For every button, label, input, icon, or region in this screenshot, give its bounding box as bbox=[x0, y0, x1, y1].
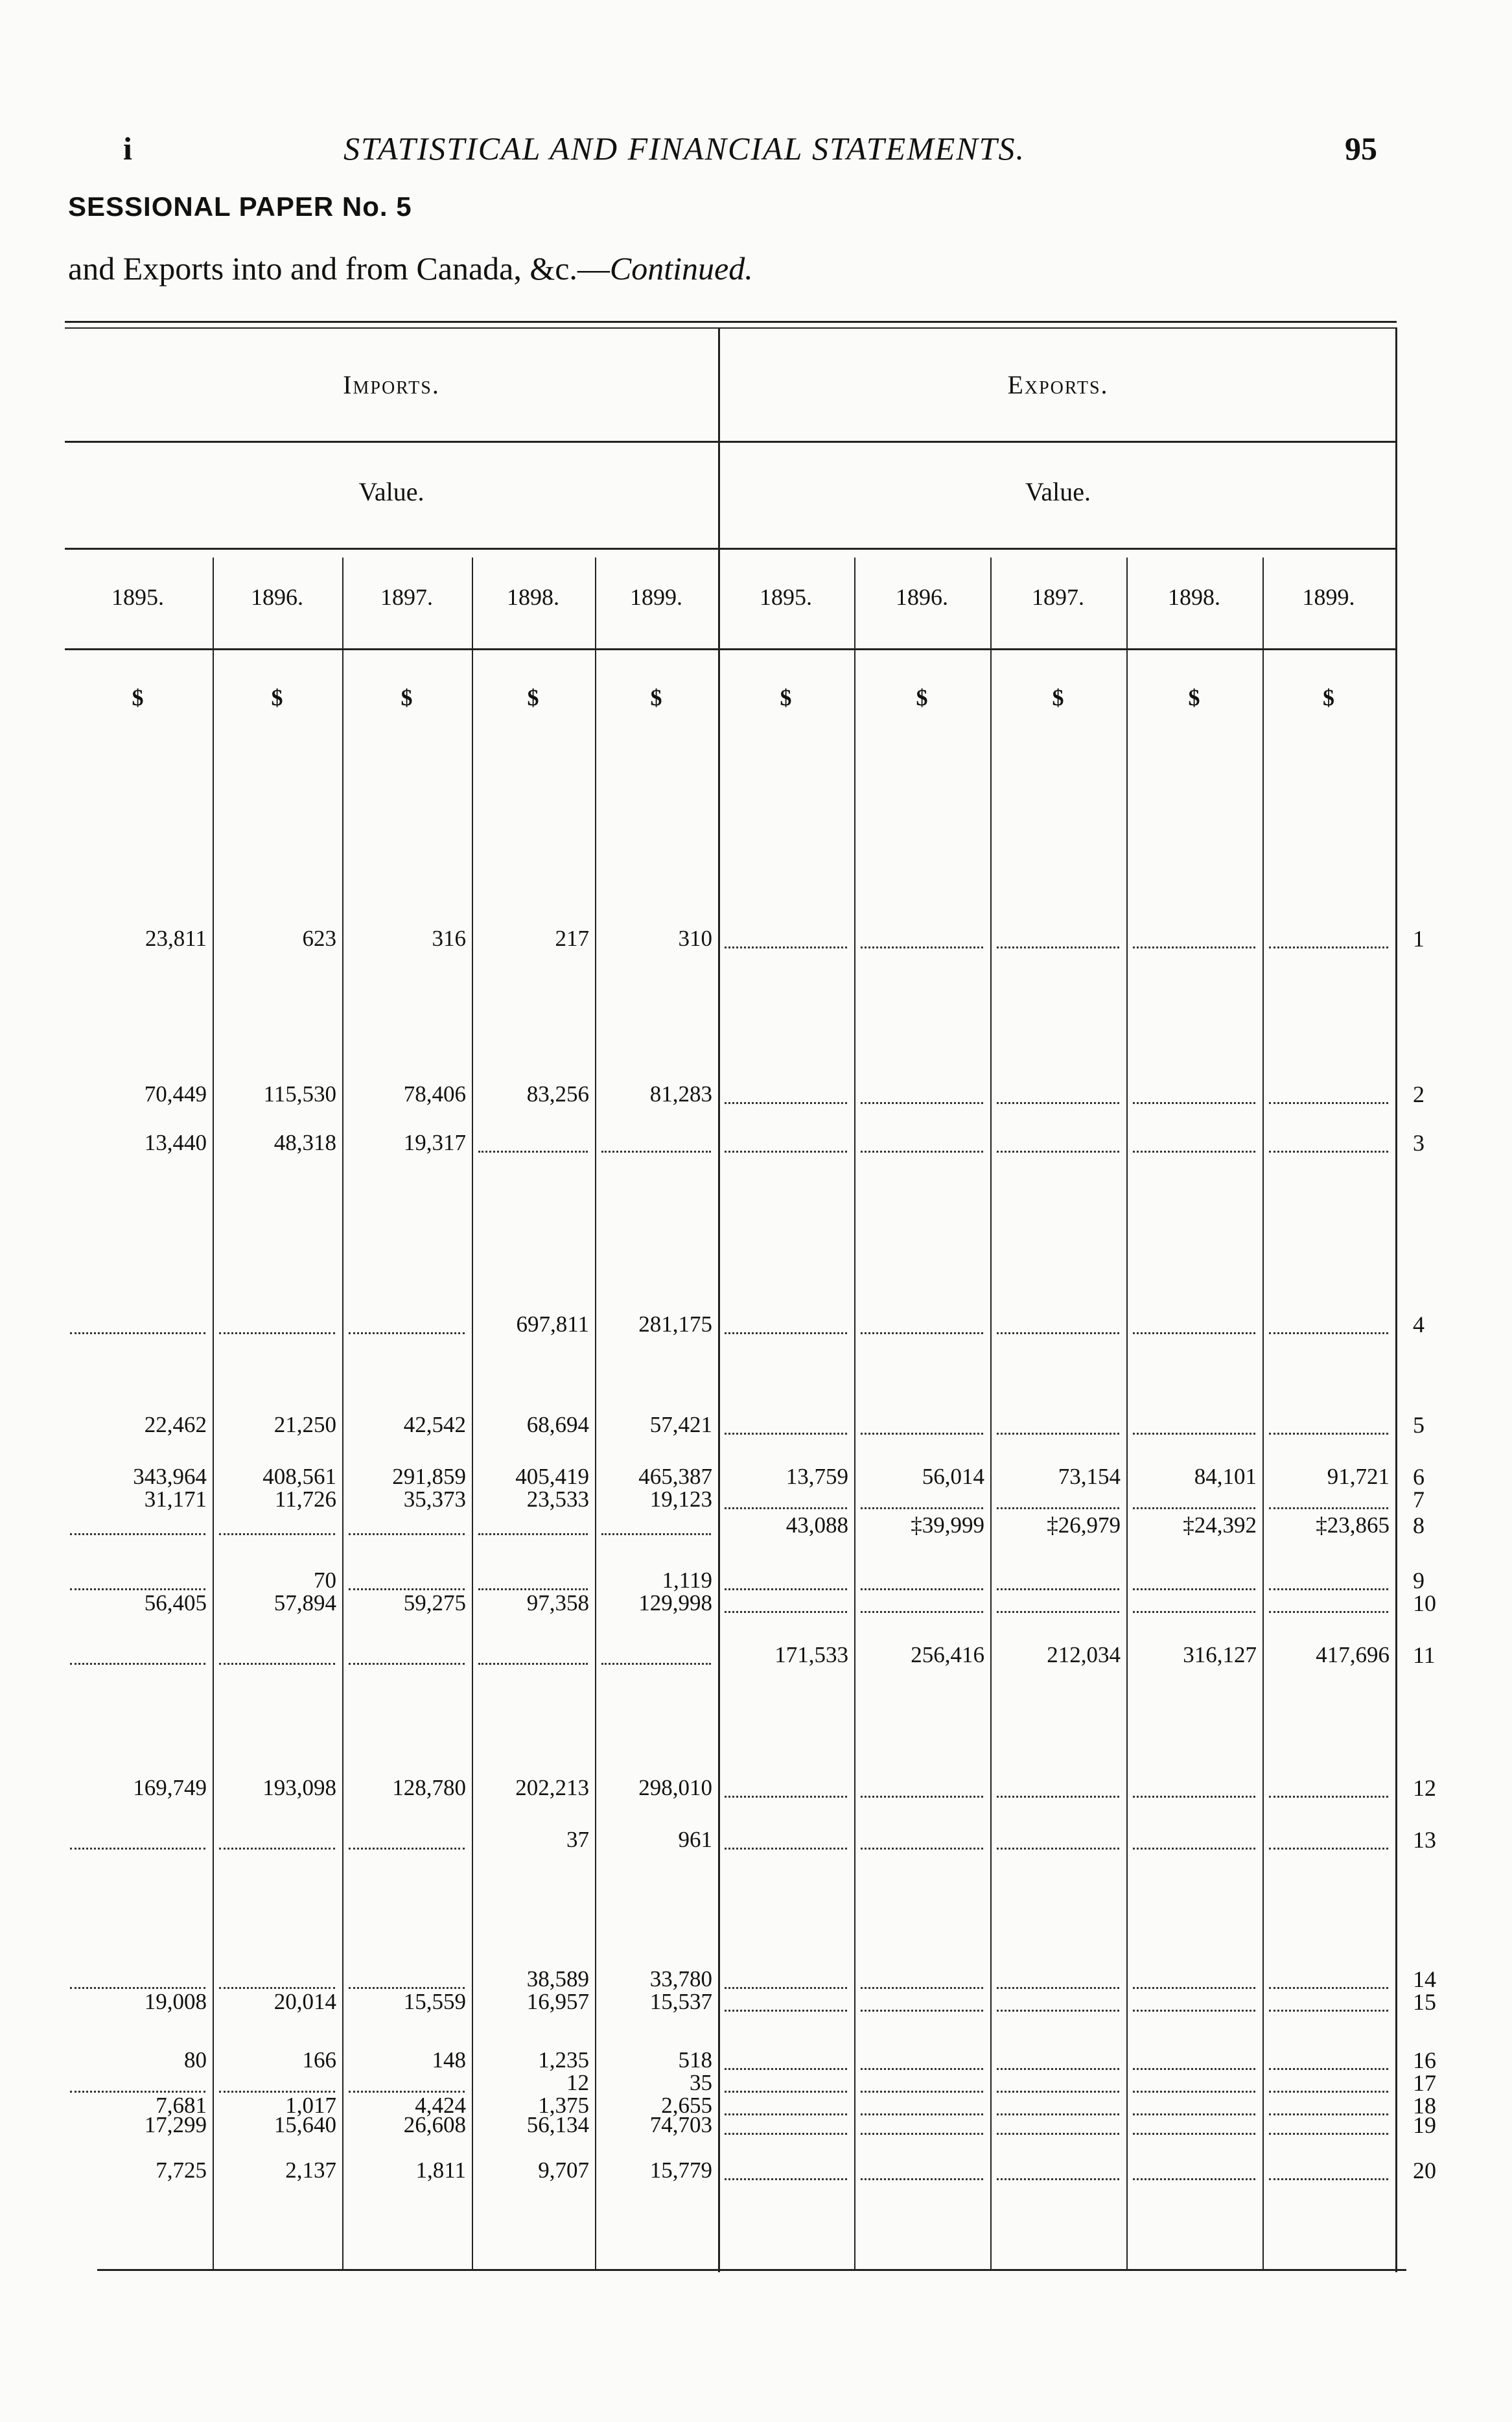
table-cell: 13,440 bbox=[144, 1130, 207, 1155]
table-cell: 74,703 bbox=[649, 2112, 712, 2137]
table-cell: 22,462 bbox=[144, 1412, 207, 1437]
year-header: 1897. bbox=[1032, 584, 1084, 610]
table-cell: 417,696 bbox=[1316, 1642, 1390, 1667]
table-cell: 73,154 bbox=[1058, 1464, 1121, 1489]
row-number: 3 bbox=[1413, 1130, 1425, 1156]
table-cell: 2,655 bbox=[661, 2093, 712, 2118]
leader-dots bbox=[861, 2091, 983, 2093]
year-header: 1899. bbox=[1302, 584, 1355, 610]
leader-dots bbox=[861, 1102, 983, 1104]
table-cell: 35 bbox=[690, 2070, 712, 2095]
leader-dots bbox=[997, 1796, 1119, 1798]
leader-dots bbox=[997, 2010, 1119, 2012]
leader-dots bbox=[861, 1332, 983, 1334]
col-divider bbox=[1262, 558, 1264, 2269]
table-cell: 23,533 bbox=[526, 1487, 589, 1512]
leader-dots bbox=[1269, 2133, 1388, 2135]
leader-dots bbox=[997, 2178, 1119, 2180]
leader-dots bbox=[1269, 1588, 1388, 1590]
table-cell: 148 bbox=[432, 2047, 466, 2073]
leader-dots bbox=[1133, 946, 1255, 948]
currency-symbol: $ bbox=[401, 685, 413, 711]
table-cell: 697,811 bbox=[516, 1311, 589, 1337]
table-cell: 16,957 bbox=[526, 1989, 589, 2014]
currency-symbol: $ bbox=[1052, 685, 1064, 711]
table-cell: 70 bbox=[314, 1568, 336, 1593]
table-cell: 316 bbox=[432, 926, 466, 951]
row-number: 6 bbox=[1413, 1464, 1425, 1490]
leader-dots bbox=[1269, 946, 1388, 948]
table-cell: 166 bbox=[302, 2047, 336, 2073]
row-number: 18 bbox=[1413, 2093, 1436, 2119]
leader-dots bbox=[725, 2091, 847, 2093]
table-cell: 68,694 bbox=[526, 1412, 589, 1437]
table-cell: 7,681 bbox=[156, 2093, 207, 2118]
leader-dots bbox=[1133, 1987, 1255, 1989]
rule-under-years bbox=[65, 648, 1397, 650]
row-number: 11 bbox=[1413, 1642, 1436, 1668]
leader-dots bbox=[997, 2091, 1119, 2093]
imports-header: Imports. bbox=[343, 370, 440, 399]
currency-symbol: $ bbox=[780, 685, 792, 711]
col-divider bbox=[1126, 558, 1128, 2269]
imports-exports-divider bbox=[718, 327, 720, 2272]
leader-dots bbox=[997, 2068, 1119, 2070]
table-cell: ‡39,999 bbox=[911, 1512, 984, 1538]
leader-dots bbox=[219, 1533, 335, 1535]
col-divider bbox=[990, 558, 992, 2269]
table-cell: 343,964 bbox=[133, 1464, 207, 1489]
leader-dots bbox=[861, 1507, 983, 1509]
table-cell: 518 bbox=[678, 2047, 712, 2073]
currency-symbol: $ bbox=[271, 685, 283, 711]
leader-dots bbox=[725, 946, 847, 948]
row-number: 2 bbox=[1413, 1081, 1425, 1107]
rule-under-value bbox=[65, 548, 1397, 550]
leader-dots bbox=[725, 2133, 847, 2135]
year-header: 1897. bbox=[380, 584, 433, 610]
row-number: 13 bbox=[1413, 1827, 1436, 1853]
currency-symbol: $ bbox=[916, 685, 928, 711]
table-cell: 193,098 bbox=[262, 1775, 336, 1800]
table-cell: 91,721 bbox=[1327, 1464, 1390, 1489]
table-cell: 291,859 bbox=[392, 1464, 466, 1489]
leader-dots bbox=[1133, 1611, 1255, 1613]
table-cell: 19,317 bbox=[403, 1130, 466, 1155]
leader-dots bbox=[861, 2068, 983, 2070]
leader-dots bbox=[1133, 2178, 1255, 2180]
leader-dots bbox=[1269, 1987, 1388, 1989]
table-cell: 59,275 bbox=[403, 1590, 466, 1616]
leader-dots bbox=[601, 1151, 711, 1153]
leader-dots bbox=[1269, 2010, 1388, 2012]
leader-dots bbox=[1133, 1588, 1255, 1590]
leader-dots bbox=[1133, 1848, 1255, 1850]
leader-dots bbox=[478, 1533, 588, 1535]
leader-dots bbox=[1133, 1796, 1255, 1798]
year-header: 1899. bbox=[630, 584, 682, 610]
table-cell: 171,533 bbox=[774, 1642, 848, 1667]
leader-dots bbox=[349, 1533, 465, 1535]
table-cell: 217 bbox=[555, 926, 589, 951]
leader-dots bbox=[1133, 2091, 1255, 2093]
leader-dots bbox=[997, 1151, 1119, 1153]
table-cell: 78,406 bbox=[403, 1081, 466, 1107]
table-cell: 42,542 bbox=[403, 1412, 466, 1437]
leader-dots bbox=[725, 1611, 847, 1613]
leader-dots bbox=[861, 1611, 983, 1613]
leader-dots bbox=[997, 1507, 1119, 1509]
table-cell: 48,318 bbox=[273, 1130, 336, 1155]
year-header: 1895. bbox=[760, 584, 812, 610]
table-cell: 4,424 bbox=[415, 2093, 466, 2118]
top-rule-2 bbox=[65, 327, 1397, 329]
table-cell: 1,119 bbox=[662, 1568, 712, 1593]
currency-symbol: $ bbox=[1323, 685, 1334, 711]
year-header: 1898. bbox=[1168, 584, 1220, 610]
leader-dots bbox=[861, 1987, 983, 1989]
leader-dots bbox=[725, 2068, 847, 2070]
leader-dots bbox=[861, 2010, 983, 2012]
leader-dots bbox=[861, 1433, 983, 1435]
row-number: 7 bbox=[1413, 1487, 1425, 1512]
leader-dots bbox=[1269, 1796, 1388, 1798]
row-number: 12 bbox=[1413, 1775, 1436, 1801]
leader-dots bbox=[1133, 1151, 1255, 1153]
table-cell: 1,017 bbox=[285, 2093, 336, 2118]
subtitle bbox=[68, 250, 753, 287]
table-cell: 9,707 bbox=[538, 2157, 589, 2183]
table-cell: 97,358 bbox=[526, 1590, 589, 1616]
page-letter: i bbox=[123, 130, 132, 167]
table-cell: 17,299 bbox=[144, 2112, 207, 2137]
leader-dots bbox=[70, 1663, 205, 1665]
table-cell: 465,387 bbox=[638, 1464, 712, 1489]
table-cell: 212,034 bbox=[1047, 1642, 1121, 1667]
bottom-rule bbox=[97, 2269, 1406, 2271]
table-cell: 128,780 bbox=[392, 1775, 466, 1800]
leader-dots bbox=[997, 1611, 1119, 1613]
table-cell: ‡23,865 bbox=[1316, 1512, 1390, 1538]
row-number: 5 bbox=[1413, 1412, 1425, 1438]
row-number: 15 bbox=[1413, 1989, 1436, 2015]
right-frame bbox=[1395, 327, 1397, 2272]
leader-dots bbox=[219, 1663, 335, 1665]
leader-dots bbox=[349, 1663, 465, 1665]
leader-dots bbox=[1133, 1102, 1255, 1104]
row-number: 8 bbox=[1413, 1512, 1425, 1538]
leader-dots bbox=[997, 1588, 1119, 1590]
leader-dots bbox=[70, 1533, 205, 1535]
page-number: 95 bbox=[1345, 130, 1377, 167]
leader-dots bbox=[478, 1151, 588, 1153]
table-cell: 1,811 bbox=[415, 2157, 466, 2183]
table-cell: 57,894 bbox=[273, 1590, 336, 1616]
leader-dots bbox=[349, 1332, 465, 1334]
leader-dots bbox=[1269, 2178, 1388, 2180]
leader-dots bbox=[725, 1796, 847, 1798]
currency-symbol: $ bbox=[132, 685, 144, 711]
leader-dots bbox=[601, 1663, 711, 1665]
leader-dots bbox=[1269, 1507, 1388, 1509]
leader-dots bbox=[1133, 1433, 1255, 1435]
leader-dots bbox=[725, 1433, 847, 1435]
leader-dots bbox=[997, 1848, 1119, 1850]
top-rule bbox=[65, 321, 1397, 323]
table-cell: 2,137 bbox=[285, 2157, 336, 2183]
leader-dots bbox=[997, 2133, 1119, 2135]
table-cell: 56,405 bbox=[144, 1590, 207, 1616]
table-cell: 281,175 bbox=[638, 1311, 712, 1337]
table-cell: 256,416 bbox=[911, 1642, 984, 1667]
table-cell: 15,559 bbox=[403, 1989, 466, 2014]
table-cell: 43,088 bbox=[785, 1512, 848, 1538]
table-cell: 33,780 bbox=[649, 1966, 712, 1992]
table-cell: 56,134 bbox=[526, 2112, 589, 2137]
leader-dots bbox=[1269, 1433, 1388, 1435]
table-cell: 15,537 bbox=[649, 1989, 712, 2014]
leader-dots bbox=[1133, 1332, 1255, 1334]
exports-value-header: Value. bbox=[1025, 477, 1091, 506]
row-number: 16 bbox=[1413, 2047, 1436, 2073]
leader-dots bbox=[861, 1796, 983, 1798]
year-header: 1896. bbox=[896, 584, 948, 610]
leader-dots bbox=[70, 1332, 205, 1334]
leader-dots bbox=[725, 1848, 847, 1850]
table-cell: 81,283 bbox=[649, 1081, 712, 1107]
leader-dots bbox=[70, 1848, 205, 1850]
table-cell: 20,014 bbox=[273, 1989, 336, 2014]
leader-dots bbox=[861, 2133, 983, 2135]
table-cell: 623 bbox=[302, 926, 336, 951]
leader-dots bbox=[861, 1151, 983, 1153]
leader-dots bbox=[861, 946, 983, 948]
leader-dots bbox=[861, 1588, 983, 1590]
leader-dots bbox=[997, 2113, 1119, 2115]
leader-dots bbox=[1133, 1507, 1255, 1509]
rule-under-imports-exports bbox=[65, 441, 1397, 443]
table-cell: 408,561 bbox=[262, 1464, 336, 1489]
table-cell: 310 bbox=[678, 926, 712, 951]
table-cell: 15,779 bbox=[649, 2157, 712, 2183]
row-number: 20 bbox=[1413, 2157, 1436, 2183]
leader-dots bbox=[1133, 2133, 1255, 2135]
leader-dots bbox=[725, 2010, 847, 2012]
row-number: 17 bbox=[1413, 2070, 1436, 2096]
table-cell: ‡24,392 bbox=[1183, 1512, 1257, 1538]
table-cell: 129,998 bbox=[638, 1590, 712, 1616]
table-cell: 37 bbox=[566, 1827, 589, 1852]
table-cell: 15,640 bbox=[273, 2112, 336, 2137]
leader-dots bbox=[1269, 2068, 1388, 2070]
table-cell: 80 bbox=[184, 2047, 207, 2073]
table-cell: 115,530 bbox=[263, 1081, 336, 1107]
table-cell: 12 bbox=[566, 2070, 589, 2095]
leader-dots bbox=[725, 2178, 847, 2180]
row-number: 9 bbox=[1413, 1568, 1425, 1593]
leader-dots bbox=[997, 1102, 1119, 1104]
table-cell: 405,419 bbox=[515, 1464, 589, 1489]
leader-dots bbox=[997, 1987, 1119, 1989]
leader-dots bbox=[1269, 2113, 1388, 2115]
table-cell: 19,123 bbox=[649, 1487, 712, 1512]
subtitle-main: and Exports into and from Canada, &c.— bbox=[68, 250, 610, 287]
leader-dots bbox=[1269, 1611, 1388, 1613]
table-cell: 57,421 bbox=[649, 1412, 712, 1437]
table-cell: 83,256 bbox=[526, 1081, 589, 1107]
col-divider bbox=[854, 558, 855, 2269]
leader-dots bbox=[219, 1332, 335, 1334]
table-cell: 35,373 bbox=[403, 1487, 466, 1512]
table-cell: ‡26,979 bbox=[1047, 1512, 1121, 1538]
row-number: 14 bbox=[1413, 1966, 1436, 1992]
leader-dots bbox=[861, 2178, 983, 2180]
year-header: 1896. bbox=[251, 584, 303, 610]
table-cell: 298,010 bbox=[638, 1775, 712, 1800]
table-cell: 31,171 bbox=[144, 1487, 207, 1512]
leader-dots bbox=[1133, 2113, 1255, 2115]
leader-dots bbox=[1133, 2068, 1255, 2070]
leader-dots bbox=[1269, 1151, 1388, 1153]
leader-dots bbox=[1269, 2091, 1388, 2093]
currency-symbol: $ bbox=[1188, 685, 1200, 711]
currency-symbol: $ bbox=[650, 685, 662, 711]
leader-dots bbox=[997, 946, 1119, 948]
table-cell: 70,449 bbox=[144, 1081, 207, 1107]
leader-dots bbox=[1133, 2010, 1255, 2012]
leader-dots bbox=[725, 1507, 847, 1509]
row-number: 4 bbox=[1413, 1311, 1425, 1337]
exports-header: Exports. bbox=[1007, 370, 1109, 399]
leader-dots bbox=[1269, 1102, 1388, 1104]
leader-dots bbox=[219, 1848, 335, 1850]
table-cell: 7,725 bbox=[156, 2157, 207, 2183]
leader-dots bbox=[725, 1332, 847, 1334]
table-cell: 961 bbox=[678, 1827, 712, 1852]
table-cell: 84,101 bbox=[1194, 1464, 1257, 1489]
table-cell: 21,250 bbox=[273, 1412, 336, 1437]
imports-value-header: Value. bbox=[358, 477, 425, 506]
table-cell: 11,726 bbox=[275, 1487, 336, 1512]
sessional-paper-label: SESSIONAL PAPER No. 5 bbox=[68, 191, 412, 222]
leader-dots bbox=[997, 1433, 1119, 1435]
currency-symbol: $ bbox=[527, 685, 539, 711]
leader-dots bbox=[861, 1848, 983, 1850]
table-cell: 1,375 bbox=[538, 2093, 589, 2118]
leader-dots bbox=[601, 1533, 711, 1535]
table-cell: 26,608 bbox=[403, 2112, 466, 2137]
row-number: 10 bbox=[1413, 1590, 1436, 1616]
year-header: 1895. bbox=[111, 584, 164, 610]
leader-dots bbox=[997, 1332, 1119, 1334]
year-header: 1898. bbox=[507, 584, 559, 610]
leader-dots bbox=[478, 1663, 588, 1665]
running-title: STATISTICAL AND FINANCIAL STATEMENTS. bbox=[343, 130, 1025, 167]
leader-dots bbox=[861, 2113, 983, 2115]
subtitle-continued: Continued. bbox=[609, 250, 753, 287]
table-cell: 1,235 bbox=[538, 2047, 589, 2073]
table-cell: 23,811 bbox=[145, 926, 207, 951]
leader-dots bbox=[1269, 1332, 1388, 1334]
table-cell: 13,759 bbox=[785, 1464, 848, 1489]
table-cell: 316,127 bbox=[1183, 1642, 1257, 1667]
leader-dots bbox=[349, 1848, 465, 1850]
leader-dots bbox=[725, 2113, 847, 2115]
table-cell: 38,589 bbox=[526, 1966, 589, 1992]
row-number: 1 bbox=[1413, 926, 1425, 952]
table-cell: 19,008 bbox=[144, 1989, 207, 2014]
leader-dots bbox=[725, 1987, 847, 1989]
leader-dots bbox=[725, 1588, 847, 1590]
row-number: 19 bbox=[1413, 2112, 1436, 2138]
leader-dots bbox=[725, 1151, 847, 1153]
table-cell: 56,014 bbox=[922, 1464, 984, 1489]
table-cell: 169,749 bbox=[133, 1775, 207, 1800]
leader-dots bbox=[725, 1102, 847, 1104]
table-cell: 202,213 bbox=[515, 1775, 589, 1800]
leader-dots bbox=[1269, 1848, 1388, 1850]
